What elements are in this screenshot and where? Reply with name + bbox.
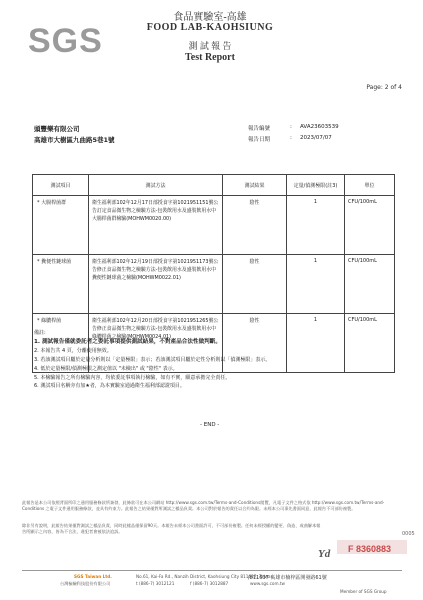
cell-method: 衛生福利部102年12月17日部授食字第1021951151號公告訂定食品微生物之檢驗方法-包裝飲用水及盛裝飲用水中大腸桿菌群檢驗(MOHWM0020.00) xyxy=(89,196,223,255)
footer-divider xyxy=(22,570,402,571)
table-header-row xyxy=(33,175,395,196)
footer-member: Member of SGS Group xyxy=(340,589,387,594)
report-title-en: Test Report xyxy=(185,52,235,63)
table-row xyxy=(33,255,395,314)
cell-method: 衛生福利部102年12月20日部授食字第1021951265號公告修正食品微生物之檢驗方法-包裝飲用水及盛裝飲用水中綠膿桿菌之檢驗(MOHWM0024.01) xyxy=(89,314,223,373)
footer-tel: t (886-7) 3012121 xyxy=(136,581,175,586)
header-limit: 定量/偵測極限(註3) xyxy=(287,175,345,196)
serial-number xyxy=(348,544,391,554)
report-title-cn: 測 試 報 告 xyxy=(188,41,232,51)
cell-limit: 1 xyxy=(287,255,345,314)
header-method: 測試方法 xyxy=(89,175,223,196)
note-item: 5. 本檢驗報告之所有檢驗內容，均依委託事項執行檢驗，如有不實，願意承擔完全責任。 xyxy=(34,374,231,381)
colon: : xyxy=(290,124,292,130)
colon: : xyxy=(290,135,292,141)
page-number: Page: 2 of 4 xyxy=(366,84,402,91)
header-unit: 單位 xyxy=(345,175,395,196)
cell-unit: CFU/100mL xyxy=(345,196,395,255)
note-item: 2. 本報告共 4 頁，分離使用無效。 xyxy=(34,347,112,354)
serial-digits: 8360883 xyxy=(355,544,391,554)
footer-company-en: SGS Taiwan Ltd. xyxy=(74,574,112,579)
header-item: 測試項目 xyxy=(33,175,89,196)
lab-name-en: FOOD LAB-KAOHSIUNG xyxy=(146,22,274,33)
cell-item: * 大腸桿菌群 xyxy=(33,196,89,255)
footer-company-cn: 台灣檢驗科技股份有限公司 xyxy=(60,581,111,586)
header-result: 測試結果 xyxy=(223,175,287,196)
side-code: 0005 xyxy=(402,531,415,537)
cell-limit: 1 xyxy=(287,314,345,373)
footer-address-cn: /811637 高雄市楠梓區開發路61號 xyxy=(248,575,327,581)
cell-result: 陰性 xyxy=(223,255,287,314)
cell-item: * 糞便性鏈球菌 xyxy=(33,255,89,314)
report-number-value: AVA23603539 xyxy=(300,124,339,130)
cell-result: 陰性 xyxy=(223,196,287,255)
client-name: 頭豐樂有限公司 xyxy=(34,125,80,133)
note-item: 1. 測試報告僅就委託者之委託事項提供測試結果，不對產品合法性做判斷。 xyxy=(34,338,221,345)
note-item: 4. 低於定量極限/偵測極限之測定值以 "未檢出" 或 "陰性" 表示。 xyxy=(34,365,178,372)
cell-unit: CFU/100mL xyxy=(345,255,395,314)
footer-fax: f (886-7) 3012887 xyxy=(190,581,229,586)
footer-web: www.sgs.com.tw xyxy=(250,581,285,586)
lab-name-cn: 食品實驗室-高雄 xyxy=(173,12,247,23)
disclaimer-paragraph: 此報告是本公司依照背面所印之通用服務條款所簽發，此條款可在本公司網站 http://www.sgs.com.tw/Terms-and-Conditions閱覽，凡電子文件之格式依 http://www.sgs.com.tw/Terms-and-Conditions 之電子文件通用服務條款，並具有約束力。此報告之結果僅對所測試之樣品負責。本公司對於報告的責任以合約為限。未經本公司事先書面同意，此報告不可部份複製。 xyxy=(22,500,385,512)
client-address: 高雄市大樹區九曲路5巷1號 xyxy=(34,136,115,144)
cell-result: 陰性 xyxy=(223,314,287,373)
notes-section xyxy=(34,329,394,391)
footer-address-en: No.61, Kai-Fa Rd., Nanzih District, Kaohsiung City 811637, Taiwan xyxy=(136,574,274,579)
report-number-label: 報告編號 xyxy=(248,126,271,132)
notes-title: 備註: xyxy=(34,330,46,336)
note-item: 6. 測試項目名稱旁有加★者，為本實驗室通過衛生福利部認證項目。 xyxy=(34,383,185,390)
cell-unit: CFU/100mL xyxy=(345,314,395,373)
disclaimer-paragraph: 除非另有說明，此報告結果僅對測試之樣品負責，同時此樣品僅保留90天。本報告未經本公司書面許可，不可部份複製。任何未經授權的變更、偽造、或曲解本報告所顯示之內容，皆為不合法，違犯者會被依法追訴。 xyxy=(22,523,321,535)
cell-item: * 綠膿桿菌 xyxy=(33,314,89,373)
sgs-logo: SGS xyxy=(28,22,103,60)
report-date-value: 2023/07/07 xyxy=(300,135,332,141)
signature: Yd xyxy=(318,548,331,560)
report-date-label: 報告日期 xyxy=(248,137,271,143)
table-row xyxy=(33,196,395,255)
serial-prefix: F xyxy=(347,544,354,554)
cell-limit: 1 xyxy=(287,196,345,255)
note-item: 3. 若該測試項目屬於定量分析則以「定量極限」表示；若該測試項目屬於定性分析則以「偵測極限」表示。 xyxy=(34,356,271,363)
cell-method: 衛生福利部102年12月19日部授食字第1021951173號公告修正食品微生物之檢驗方法-包裝飲用水及盛裝飲用水中糞便性鏈球菌之檢驗(MOHWM0022.01) xyxy=(89,255,223,314)
end-marker: - END - xyxy=(200,422,220,428)
